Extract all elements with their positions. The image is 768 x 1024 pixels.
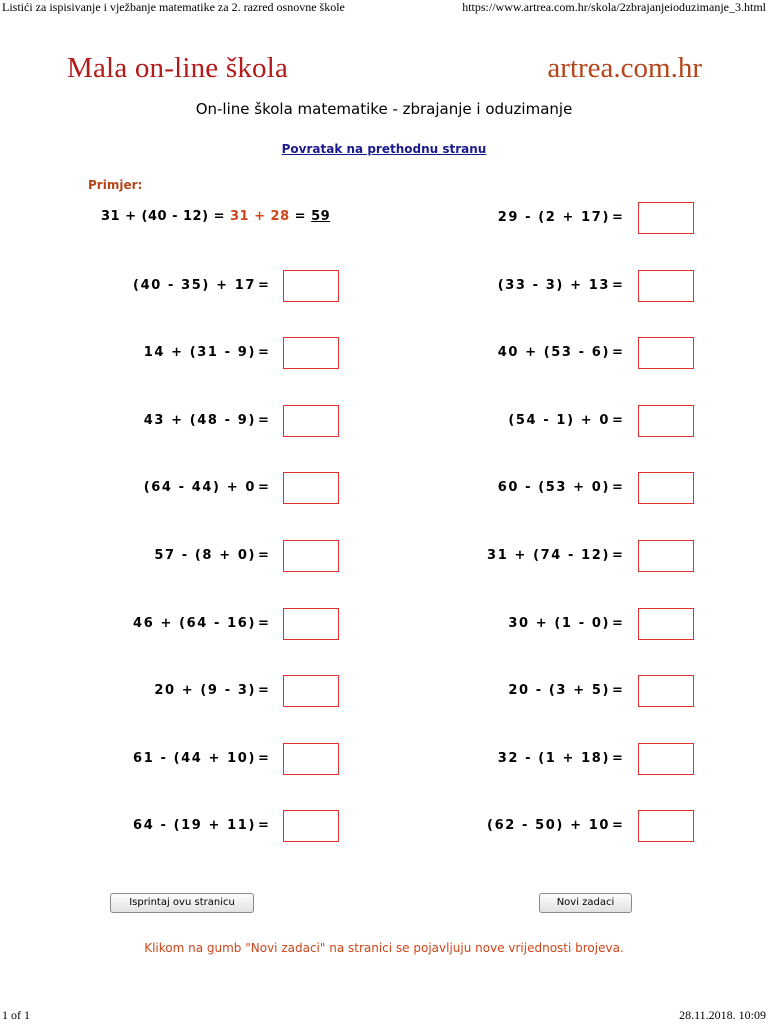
instruction-note: Klikom na gumb "Novi zadaci" na stranici se pojavljuju nove vrijednosti brojeva. [144,941,624,955]
print-header-url: https://www.artrea.com.hr/skola/2zbrajanjeioduzimanje_3.html [462,0,766,14]
answer-input[interactable] [638,608,694,640]
problem-expression: 46 + (64 - 16) [133,616,256,631]
problem-row: 60 - (53 + 0) = [0,472,768,506]
example-equals: = [289,209,312,224]
problem-row: 29 - (2 + 17) = [0,202,768,236]
print-header-title: Listići za ispisivanje i vježbanje matematike za 2. razred osnovne škole [2,0,345,14]
problem-row: (54 - 1) + 0 = [0,405,768,439]
answer-input[interactable] [638,202,694,234]
problem-row: 14 + (31 - 9) = [0,337,768,371]
example-step: 31 + 28 [230,209,290,224]
problem-row: (40 - 35) + 17 = [0,270,768,304]
example-expression: 31 + (40 - 12) = [101,209,230,224]
problem-expression: (40 - 35) + 17 [133,278,256,293]
print-footer-datetime: 28.11.2018. 10:09 [679,1008,766,1022]
answer-input[interactable] [638,540,694,572]
problem-expression: 20 - (3 + 5) [508,683,610,698]
problem-expression: 43 + (48 - 9) [143,413,256,428]
problem-expression: (54 - 1) + 0 [508,413,610,428]
problem-row: 64 - (19 + 11) = [0,810,768,844]
problem-expression: 32 - (1 + 18) [497,751,610,766]
print-page-button[interactable]: Isprintaj ovu stranicu [110,893,254,913]
problem-row: 20 + (9 - 3) = [0,675,768,709]
back-link[interactable]: Povratak na prethodnu stranu [281,142,487,156]
answer-input[interactable] [638,810,694,842]
problem-row: 20 - (3 + 5) = [0,675,768,709]
example-label: Primjer: [88,178,143,192]
problem-row: 40 + (53 - 6) = [0,337,768,371]
problem-expression: 14 + (31 - 9) [143,345,256,360]
print-footer [0,1006,768,1024]
answer-input[interactable] [638,472,694,504]
answer-input[interactable] [638,405,694,437]
problem-row: (62 - 50) + 10 = [0,810,768,844]
problem-row: (33 - 3) + 13 = [0,270,768,304]
problem-expression: 61 - (44 + 10) [133,751,256,766]
site-logo: Mala on-line škola [67,52,289,84]
problem-expression: 40 + (53 - 6) [497,345,610,360]
problem-expression: 57 - (8 + 0) [154,548,256,563]
problem-row: 31 + (74 - 12) = [0,540,768,574]
problem-row: 43 + (48 - 9) = [0,405,768,439]
print-footer-page: 1 of 1 [2,1008,30,1022]
problem-expression: 20 + (9 - 3) [154,683,256,698]
answer-input[interactable] [638,337,694,369]
problem-expression: 30 + (1 - 0) [508,616,610,631]
new-problems-button[interactable]: Novi zadaci [539,893,632,913]
problem-expression: (64 - 44) + 0 [143,480,256,495]
problem-row: 30 + (1 - 0) = [0,608,768,642]
problem-expression: (33 - 3) + 13 [497,278,610,293]
problem-expression: 29 - (2 + 17) [497,210,610,225]
print-header [0,0,768,16]
back-link-container [0,138,768,157]
problem-row: 32 - (1 + 18) = [0,743,768,777]
example-result: 59 [311,209,331,224]
problem-expression: 60 - (53 + 0) [497,480,610,495]
answer-input[interactable] [638,270,694,302]
problem-expression: 64 - (19 + 11) [133,818,256,833]
problem-row: 57 - (8 + 0) = [0,540,768,574]
problem-expression: 31 + (74 - 12) [487,548,610,563]
problem-row: (64 - 44) + 0 = [0,472,768,506]
problem-row: 46 + (64 - 16) = [0,608,768,642]
answer-input[interactable] [638,743,694,775]
problem-expression: (62 - 50) + 10 [487,818,610,833]
problem-row: 61 - (44 + 10) = [0,743,768,777]
page-title: On-line škola matematike - zbrajanje i oduzimanje [195,100,573,118]
answer-input[interactable] [638,675,694,707]
site-domain-logo: artrea.com.hr [547,52,702,84]
